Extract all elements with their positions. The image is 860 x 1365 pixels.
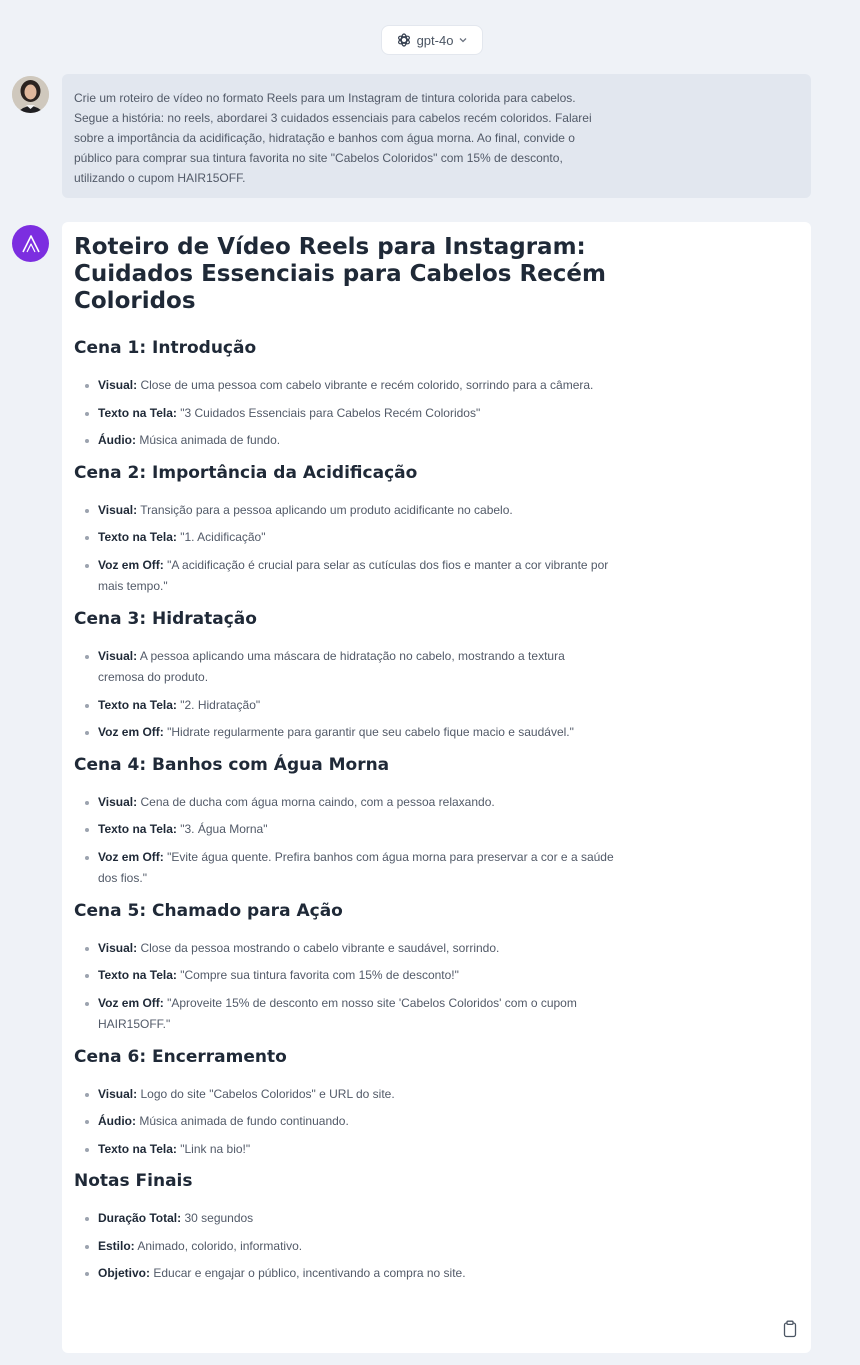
item-label: Voz em Off: <box>98 849 164 864</box>
list-item <box>74 500 614 522</box>
model-label: gpt-4o <box>416 32 454 48</box>
section-heading: Cena 6: Encerramento <box>74 1046 287 1067</box>
item-label: Visual: <box>98 794 138 809</box>
list-item <box>74 695 614 717</box>
item-text: "Compre sua tintura favorita com 15% de desconto!" <box>176 968 459 982</box>
section-heading: Cena 2: Importância da Acidificação <box>74 462 418 483</box>
item-text: 30 segundos <box>181 1211 254 1225</box>
response-title: Roteiro de Vídeo Reels para Instagram: Cuidados Essenciais para Cabelos Recém Coloridos <box>74 234 606 314</box>
item-text: Close da pessoa mostrando o cabelo vibrante e saudável, sorrindo. <box>137 940 500 955</box>
item-text: Close de uma pessoa com cabelo vibrante e recém colorido, sorrindo para a câmera. <box>137 378 594 392</box>
section-list <box>74 1084 614 1161</box>
list-item <box>74 403 614 425</box>
assistant-avatar <box>12 225 49 262</box>
item-label: Visual: <box>98 940 138 955</box>
list-item <box>74 819 614 841</box>
item-label: Voz em Off: <box>98 995 164 1010</box>
item-label: Visual: <box>98 1086 138 1101</box>
list-item <box>74 527 614 549</box>
section-list <box>74 500 614 598</box>
list-item <box>74 1208 614 1230</box>
item-text: Educar e engajar o público, incentivando a compra no site. <box>150 1266 466 1280</box>
openai-logo-icon <box>396 32 412 48</box>
list-item <box>74 1111 614 1133</box>
list-item <box>74 847 614 890</box>
list-item <box>74 1236 614 1258</box>
list-item <box>74 1263 614 1285</box>
item-label: Áudio: <box>98 433 136 447</box>
item-label: Texto na Tela: <box>98 822 177 836</box>
item-label: Voz em Off: <box>98 557 164 572</box>
list-item <box>74 965 614 987</box>
section-list <box>74 1208 614 1285</box>
item-label: Texto na Tela: <box>98 405 177 420</box>
item-text: Logo do site "Cabelos Coloridos" e URL do site. <box>137 1086 395 1101</box>
user-message-text: Crie um roteiro de vídeo no formato Reels para um Instagram de tintura colorida para cabelos. Segue a história: no reels, abordarei 3 cuidados essenciais para cabelos recém coloridos. Falarei sobre a importância da acidificação, hidratação e banhos com água morna. Ao final, convide o público para comprar sua tintura favorita no site "Cabelos Coloridos" com 15% de desconto, utilizando o cupom HAIR15OFF. <box>74 91 592 185</box>
list-item <box>74 555 614 598</box>
section-list <box>74 375 614 452</box>
model-selector[interactable] <box>381 25 483 55</box>
assistant-message <box>62 222 811 1353</box>
section-heading: Notas Finais <box>74 1171 193 1191</box>
item-text: Música animada de fundo continuando. <box>136 1114 349 1128</box>
list-item <box>74 1084 614 1106</box>
item-text: "Hidrate regularmente para garantir que seu cabelo fique macio e saudável." <box>163 725 574 739</box>
item-label: Objetivo: <box>98 1266 151 1280</box>
clipboard-icon[interactable] <box>782 1320 798 1338</box>
item-label: Texto na Tela: <box>98 1141 177 1156</box>
item-label: Texto na Tela: <box>98 530 177 544</box>
section-heading: Cena 1: Introdução <box>74 338 257 358</box>
user-message-bubble <box>62 74 811 198</box>
item-label: Visual: <box>98 378 138 392</box>
list-item <box>74 792 614 814</box>
section-list <box>74 938 614 1036</box>
item-label: Texto na Tela: <box>98 697 177 712</box>
item-text: "1. Acidificação" <box>176 530 266 544</box>
section-heading: Cena 5: Chamado para Ação <box>74 900 343 921</box>
section-heading: Cena 3: Hidratação <box>74 608 257 629</box>
item-text: Cena de ducha com água morna caindo, com a pessoa relaxando. <box>137 794 495 809</box>
item-text: "3. Água Morna" <box>176 822 268 836</box>
list-item <box>74 430 614 452</box>
section-list <box>74 646 614 744</box>
section-list <box>74 792 614 890</box>
list-item <box>74 646 614 689</box>
item-label: Duração Total: <box>98 1211 182 1225</box>
list-item <box>74 938 614 960</box>
item-label: Voz em Off: <box>98 725 164 739</box>
item-text: Música animada de fundo. <box>136 433 281 447</box>
item-label: Estilo: <box>98 1238 135 1253</box>
response-sections <box>74 337 614 1285</box>
item-text: "Link na bio!" <box>176 1141 251 1156</box>
item-text: A pessoa aplicando uma máscara de hidratação no cabelo, mostrando a textura cremosa do produto. <box>98 648 565 684</box>
chevron-down-icon <box>458 35 468 45</box>
item-text: "3 Cuidados Essenciais para Cabelos Recém Coloridos" <box>176 405 481 420</box>
item-text: "Aproveite 15% de desconto em nosso site 'Cabelos Coloridos' com o cupom HAIR15OFF." <box>98 995 577 1031</box>
item-label: Visual: <box>98 648 138 663</box>
list-item <box>74 993 614 1036</box>
list-item <box>74 375 614 397</box>
user-avatar <box>12 76 49 113</box>
list-item <box>74 1139 614 1161</box>
item-text: Transição para a pessoa aplicando um produto acidificante no cabelo. <box>137 502 513 517</box>
item-text: "Evite água quente. Prefira banhos com água morna para preservar a cor e a saúde dos fios." <box>98 849 614 885</box>
item-label: Áudio: <box>98 1114 136 1128</box>
item-label: Texto na Tela: <box>98 968 177 982</box>
list-item <box>74 722 614 744</box>
section-heading: Cena 4: Banhos com Água Morna <box>74 754 390 775</box>
item-text: "A acidificação é crucial para selar as cutículas dos fios e manter a cor vibrante por mais tempo." <box>98 557 609 593</box>
item-label: Visual: <box>98 502 138 517</box>
item-text: Animado, colorido, informativo. <box>134 1238 303 1253</box>
item-text: "2. Hidratação" <box>176 697 261 712</box>
